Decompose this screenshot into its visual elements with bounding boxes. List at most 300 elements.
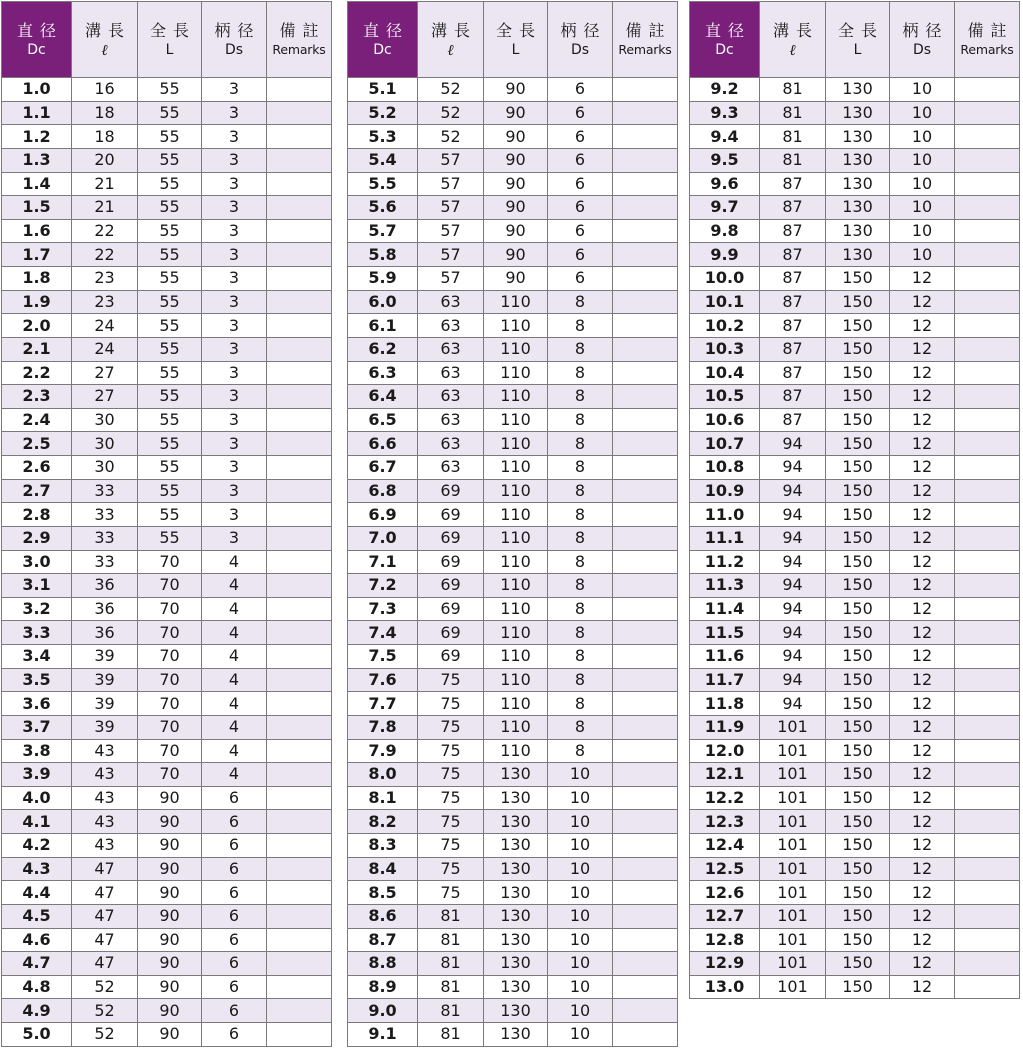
cell-shank-diameter: 8 — [548, 479, 613, 503]
cell-remarks — [267, 385, 332, 409]
cell-shank-diameter: 12 — [890, 881, 955, 905]
cell-overall-length: 90 — [138, 999, 202, 1023]
cell-shank-diameter: 8 — [548, 645, 613, 669]
cell-flute-length: 87 — [760, 196, 826, 220]
cell-remarks — [267, 125, 332, 149]
cell-overall-length: 90 — [138, 810, 202, 834]
cell-dc: 12.7 — [690, 904, 760, 928]
cell-overall-length: 110 — [484, 715, 548, 739]
table-row — [2, 834, 332, 858]
cell-flute-length: 75 — [418, 739, 484, 763]
cell-shank-diameter: 4 — [202, 692, 267, 716]
cell-flute-length: 101 — [760, 904, 826, 928]
cell-shank-diameter: 3 — [202, 219, 267, 243]
cell-shank-diameter: 12 — [890, 290, 955, 314]
table-row — [690, 810, 1020, 834]
cell-overall-length: 150 — [826, 739, 890, 763]
cell-overall-length: 150 — [826, 574, 890, 598]
spec-table-1 — [1, 1, 332, 1047]
cell-flute-length: 57 — [418, 219, 484, 243]
cell-dc: 3.0 — [2, 550, 72, 574]
cell-remarks — [955, 125, 1020, 149]
cell-flute-length: 20 — [72, 148, 138, 172]
cell-shank-diameter: 6 — [548, 148, 613, 172]
cell-shank-diameter: 12 — [890, 763, 955, 787]
cell-flute-length: 43 — [72, 810, 138, 834]
cell-dc: 4.1 — [2, 810, 72, 834]
cell-remarks — [955, 739, 1020, 763]
cell-dc: 4.5 — [2, 904, 72, 928]
table-row — [348, 904, 678, 928]
cell-dc: 3.7 — [2, 715, 72, 739]
cell-overall-length: 150 — [826, 952, 890, 976]
cell-remarks — [955, 267, 1020, 291]
cell-remarks — [613, 550, 678, 574]
cell-dc: 2.7 — [2, 479, 72, 503]
cell-flute-length: 87 — [760, 337, 826, 361]
table-row — [690, 621, 1020, 645]
table-row — [2, 786, 332, 810]
cell-dc: 2.9 — [2, 526, 72, 550]
cell-dc: 12.2 — [690, 786, 760, 810]
cell-remarks — [955, 928, 1020, 952]
table-row — [348, 645, 678, 669]
header-en-label: Dc — [27, 41, 46, 58]
cell-shank-diameter: 4 — [202, 763, 267, 787]
cell-remarks — [613, 952, 678, 976]
cell-remarks — [267, 219, 332, 243]
cell-dc: 7.6 — [348, 668, 418, 692]
cell-dc: 7.9 — [348, 739, 418, 763]
cell-overall-length: 70 — [138, 715, 202, 739]
cell-shank-diameter: 3 — [202, 101, 267, 125]
cell-shank-diameter: 10 — [890, 172, 955, 196]
cell-shank-diameter: 8 — [548, 715, 613, 739]
cell-remarks — [613, 763, 678, 787]
cell-remarks — [613, 503, 678, 527]
cell-remarks — [267, 786, 332, 810]
cell-shank-diameter: 10 — [548, 834, 613, 858]
table-row — [2, 739, 332, 763]
cell-shank-diameter: 8 — [548, 503, 613, 527]
cell-dc: 5.6 — [348, 196, 418, 220]
cell-flute-length: 81 — [418, 952, 484, 976]
cell-flute-length: 101 — [760, 952, 826, 976]
table-row — [2, 904, 332, 928]
table-row — [348, 834, 678, 858]
cell-shank-diameter: 8 — [548, 385, 613, 409]
cell-dc: 12.4 — [690, 834, 760, 858]
cell-overall-length: 130 — [484, 999, 548, 1023]
cell-overall-length: 55 — [138, 290, 202, 314]
cell-flute-length: 63 — [418, 456, 484, 480]
cell-overall-length: 130 — [826, 78, 890, 102]
cell-dc: 10.7 — [690, 432, 760, 456]
cell-overall-length: 70 — [138, 763, 202, 787]
cell-overall-length: 130 — [484, 763, 548, 787]
header-jp-label: 備註 — [279, 20, 326, 40]
header-jp-label: 溝長 — [430, 20, 477, 40]
cell-shank-diameter: 8 — [548, 361, 613, 385]
cell-dc: 8.1 — [348, 786, 418, 810]
cell-overall-length: 150 — [826, 715, 890, 739]
cell-dc: 8.7 — [348, 928, 418, 952]
table-row — [348, 503, 678, 527]
cell-overall-length: 55 — [138, 172, 202, 196]
cell-shank-diameter: 4 — [202, 645, 267, 669]
cell-overall-length: 130 — [484, 834, 548, 858]
cell-flute-length: 63 — [418, 385, 484, 409]
cell-overall-length: 55 — [138, 408, 202, 432]
cell-flute-length: 94 — [760, 574, 826, 598]
cell-dc: 3.1 — [2, 574, 72, 598]
cell-shank-diameter: 12 — [890, 928, 955, 952]
cell-dc: 11.1 — [690, 526, 760, 550]
table-row — [348, 1023, 678, 1047]
cell-dc: 1.8 — [2, 267, 72, 291]
cell-remarks — [955, 503, 1020, 527]
cell-shank-diameter: 12 — [890, 739, 955, 763]
table-row — [690, 148, 1020, 172]
cell-dc: 10.8 — [690, 456, 760, 480]
cell-flute-length: 75 — [418, 810, 484, 834]
cell-dc: 5.2 — [348, 101, 418, 125]
cell-dc: 2.3 — [2, 385, 72, 409]
table-row — [2, 999, 332, 1023]
cell-remarks — [267, 739, 332, 763]
cell-dc: 8.2 — [348, 810, 418, 834]
cell-remarks — [613, 385, 678, 409]
cell-shank-diameter: 6 — [548, 219, 613, 243]
header-en-label: L — [511, 41, 520, 58]
cell-shank-diameter: 8 — [548, 526, 613, 550]
cell-overall-length: 110 — [484, 621, 548, 645]
cell-flute-length: 69 — [418, 503, 484, 527]
cell-remarks — [267, 999, 332, 1023]
cell-overall-length: 130 — [484, 810, 548, 834]
cell-remarks — [613, 125, 678, 149]
cell-overall-length: 150 — [826, 786, 890, 810]
cell-dc: 12.1 — [690, 763, 760, 787]
table-row — [690, 314, 1020, 338]
table-row — [2, 243, 332, 267]
table-row — [348, 456, 678, 480]
cell-shank-diameter: 10 — [548, 881, 613, 905]
header-jp-label: 柄径 — [902, 20, 949, 40]
cell-dc: 5.7 — [348, 219, 418, 243]
cell-shank-diameter: 6 — [548, 172, 613, 196]
cell-overall-length: 130 — [826, 148, 890, 172]
cell-overall-length: 150 — [826, 975, 890, 999]
cell-shank-diameter: 6 — [548, 125, 613, 149]
cell-dc: 7.2 — [348, 574, 418, 598]
cell-shank-diameter: 12 — [890, 786, 955, 810]
cell-dc: 10.5 — [690, 385, 760, 409]
table-row — [690, 715, 1020, 739]
cell-remarks — [955, 668, 1020, 692]
table-row — [2, 645, 332, 669]
cell-overall-length: 150 — [826, 503, 890, 527]
cell-flute-length: 81 — [760, 125, 826, 149]
cell-overall-length: 110 — [484, 479, 548, 503]
cell-shank-diameter: 12 — [890, 692, 955, 716]
cell-shank-diameter: 6 — [202, 904, 267, 928]
cell-dc: 6.4 — [348, 385, 418, 409]
header-en-label: ℓ — [789, 40, 796, 59]
cell-dc: 4.9 — [2, 999, 72, 1023]
cell-dc: 11.5 — [690, 621, 760, 645]
cell-flute-length: 33 — [72, 479, 138, 503]
header-en-label: ℓ — [447, 40, 454, 59]
cell-flute-length: 30 — [72, 456, 138, 480]
cell-shank-diameter: 8 — [548, 408, 613, 432]
cell-dc: 9.7 — [690, 196, 760, 220]
table-row — [348, 857, 678, 881]
cell-remarks — [613, 692, 678, 716]
cell-dc: 2.5 — [2, 432, 72, 456]
header-en-label: Ds — [570, 41, 590, 58]
cell-shank-diameter: 10 — [548, 975, 613, 999]
cell-dc: 6.8 — [348, 479, 418, 503]
cell-dc: 4.6 — [2, 928, 72, 952]
cell-dc: 10.9 — [690, 479, 760, 503]
cell-shank-diameter: 12 — [890, 456, 955, 480]
cell-overall-length: 70 — [138, 574, 202, 598]
cell-overall-length: 150 — [826, 834, 890, 858]
header-dc — [2, 2, 72, 78]
cell-shank-diameter: 3 — [202, 456, 267, 480]
cell-remarks — [267, 881, 332, 905]
cell-remarks — [955, 904, 1020, 928]
table-row — [2, 503, 332, 527]
cell-overall-length: 150 — [826, 904, 890, 928]
cell-remarks — [955, 786, 1020, 810]
cell-shank-diameter: 12 — [890, 408, 955, 432]
cell-dc: 9.1 — [348, 1023, 418, 1047]
cell-flute-length: 69 — [418, 597, 484, 621]
cell-shank-diameter: 3 — [202, 125, 267, 149]
cell-shank-diameter: 12 — [890, 267, 955, 291]
cell-flute-length: 81 — [418, 928, 484, 952]
cell-dc: 13.0 — [690, 975, 760, 999]
cell-remarks — [955, 219, 1020, 243]
cell-shank-diameter: 10 — [548, 999, 613, 1023]
cell-shank-diameter: 6 — [548, 267, 613, 291]
header-overall-length — [826, 2, 890, 78]
cell-dc: 5.3 — [348, 125, 418, 149]
table-row — [348, 999, 678, 1023]
cell-overall-length: 130 — [484, 928, 548, 952]
cell-remarks — [613, 645, 678, 669]
cell-remarks — [267, 526, 332, 550]
cell-overall-length: 90 — [138, 975, 202, 999]
cell-shank-diameter: 12 — [890, 432, 955, 456]
cell-shank-diameter: 10 — [890, 219, 955, 243]
table-row — [348, 763, 678, 787]
table-row — [348, 219, 678, 243]
cell-shank-diameter: 4 — [202, 550, 267, 574]
cell-flute-length: 101 — [760, 857, 826, 881]
cell-shank-diameter: 12 — [890, 952, 955, 976]
cell-shank-diameter: 6 — [548, 78, 613, 102]
cell-shank-diameter: 10 — [548, 763, 613, 787]
cell-dc: 9.6 — [690, 172, 760, 196]
table-row — [690, 361, 1020, 385]
cell-flute-length: 94 — [760, 503, 826, 527]
cell-remarks — [955, 78, 1020, 102]
cell-remarks — [955, 243, 1020, 267]
table-row — [348, 267, 678, 291]
table-row — [2, 337, 332, 361]
cell-flute-length: 75 — [418, 881, 484, 905]
cell-flute-length: 101 — [760, 928, 826, 952]
table-row — [348, 78, 678, 102]
cell-shank-diameter: 3 — [202, 172, 267, 196]
cell-remarks — [613, 786, 678, 810]
cell-overall-length: 70 — [138, 739, 202, 763]
table-row — [2, 408, 332, 432]
cell-shank-diameter: 6 — [202, 1023, 267, 1047]
table-row — [348, 526, 678, 550]
table-row — [348, 432, 678, 456]
table-row — [348, 975, 678, 999]
cell-remarks — [267, 172, 332, 196]
cell-overall-length: 110 — [484, 597, 548, 621]
cell-shank-diameter: 12 — [890, 975, 955, 999]
cell-flute-length: 101 — [760, 763, 826, 787]
table-row — [690, 385, 1020, 409]
cell-overall-length: 55 — [138, 314, 202, 338]
table-row — [690, 125, 1020, 149]
cell-remarks — [267, 904, 332, 928]
cell-overall-length: 55 — [138, 267, 202, 291]
cell-shank-diameter: 12 — [890, 550, 955, 574]
cell-overall-length: 55 — [138, 148, 202, 172]
cell-overall-length: 150 — [826, 267, 890, 291]
cell-overall-length: 55 — [138, 503, 202, 527]
cell-shank-diameter: 10 — [548, 810, 613, 834]
cell-remarks — [267, 668, 332, 692]
cell-remarks — [955, 526, 1020, 550]
table-row — [690, 904, 1020, 928]
cell-flute-length: 81 — [760, 78, 826, 102]
cell-flute-length: 94 — [760, 668, 826, 692]
cell-remarks — [613, 904, 678, 928]
cell-remarks — [267, 314, 332, 338]
table-row — [690, 408, 1020, 432]
cell-remarks — [955, 290, 1020, 314]
cell-flute-length: 57 — [418, 196, 484, 220]
table-row — [2, 78, 332, 102]
cell-dc: 12.3 — [690, 810, 760, 834]
cell-overall-length: 130 — [826, 125, 890, 149]
cell-flute-length: 24 — [72, 314, 138, 338]
cell-remarks — [955, 479, 1020, 503]
cell-shank-diameter: 4 — [202, 621, 267, 645]
cell-dc: 6.5 — [348, 408, 418, 432]
cell-overall-length: 110 — [484, 456, 548, 480]
cell-shank-diameter: 3 — [202, 267, 267, 291]
cell-dc: 3.9 — [2, 763, 72, 787]
table-row — [690, 668, 1020, 692]
table-row — [348, 574, 678, 598]
table-row — [690, 243, 1020, 267]
cell-flute-length: 39 — [72, 668, 138, 692]
cell-shank-diameter: 12 — [890, 526, 955, 550]
table-row — [690, 952, 1020, 976]
table-row — [2, 763, 332, 787]
cell-overall-length: 90 — [138, 1023, 202, 1047]
cell-dc: 10.3 — [690, 337, 760, 361]
cell-overall-length: 150 — [826, 550, 890, 574]
header-en-label: Dc — [373, 41, 392, 58]
table-row — [2, 526, 332, 550]
table-row — [690, 432, 1020, 456]
cell-flute-length: 101 — [760, 810, 826, 834]
cell-remarks — [613, 456, 678, 480]
table-row — [690, 739, 1020, 763]
cell-remarks — [267, 503, 332, 527]
cell-overall-length: 90 — [484, 78, 548, 102]
cell-shank-diameter: 6 — [202, 881, 267, 905]
cell-dc: 12.6 — [690, 881, 760, 905]
cell-shank-diameter: 3 — [202, 408, 267, 432]
cell-shank-diameter: 12 — [890, 810, 955, 834]
cell-dc: 3.5 — [2, 668, 72, 692]
cell-remarks — [613, 148, 678, 172]
table-row — [2, 456, 332, 480]
cell-flute-length: 21 — [72, 196, 138, 220]
cell-overall-length: 150 — [826, 668, 890, 692]
header-jp-label: 備註 — [967, 20, 1014, 40]
cell-remarks — [955, 975, 1020, 999]
cell-overall-length: 90 — [138, 834, 202, 858]
cell-shank-diameter: 3 — [202, 503, 267, 527]
cell-shank-diameter: 12 — [890, 904, 955, 928]
cell-flute-length: 63 — [418, 314, 484, 338]
cell-remarks — [613, 432, 678, 456]
cell-shank-diameter: 12 — [890, 834, 955, 858]
cell-dc: 11.9 — [690, 715, 760, 739]
cell-overall-length: 130 — [826, 172, 890, 196]
cell-remarks — [955, 597, 1020, 621]
header-jp-label: 柄径 — [214, 20, 261, 40]
cell-flute-length: 30 — [72, 408, 138, 432]
cell-flute-length: 52 — [418, 101, 484, 125]
table-row — [348, 125, 678, 149]
header-overall-length — [138, 2, 202, 78]
cell-shank-diameter: 10 — [548, 857, 613, 881]
cell-shank-diameter: 10 — [890, 125, 955, 149]
table-row — [2, 361, 332, 385]
table-row — [2, 314, 332, 338]
cell-dc: 2.4 — [2, 408, 72, 432]
cell-flute-length: 94 — [760, 432, 826, 456]
cell-remarks — [267, 148, 332, 172]
cell-overall-length: 150 — [826, 928, 890, 952]
cell-overall-length: 55 — [138, 125, 202, 149]
cell-shank-diameter: 4 — [202, 739, 267, 763]
header-remarks — [955, 2, 1020, 78]
cell-flute-length: 47 — [72, 857, 138, 881]
cell-flute-length: 52 — [72, 999, 138, 1023]
table-row — [348, 597, 678, 621]
cell-flute-length: 18 — [72, 101, 138, 125]
cell-overall-length: 90 — [484, 196, 548, 220]
header-shank-diameter — [548, 2, 613, 78]
cell-overall-length: 130 — [484, 881, 548, 905]
header-shank-diameter — [202, 2, 267, 78]
